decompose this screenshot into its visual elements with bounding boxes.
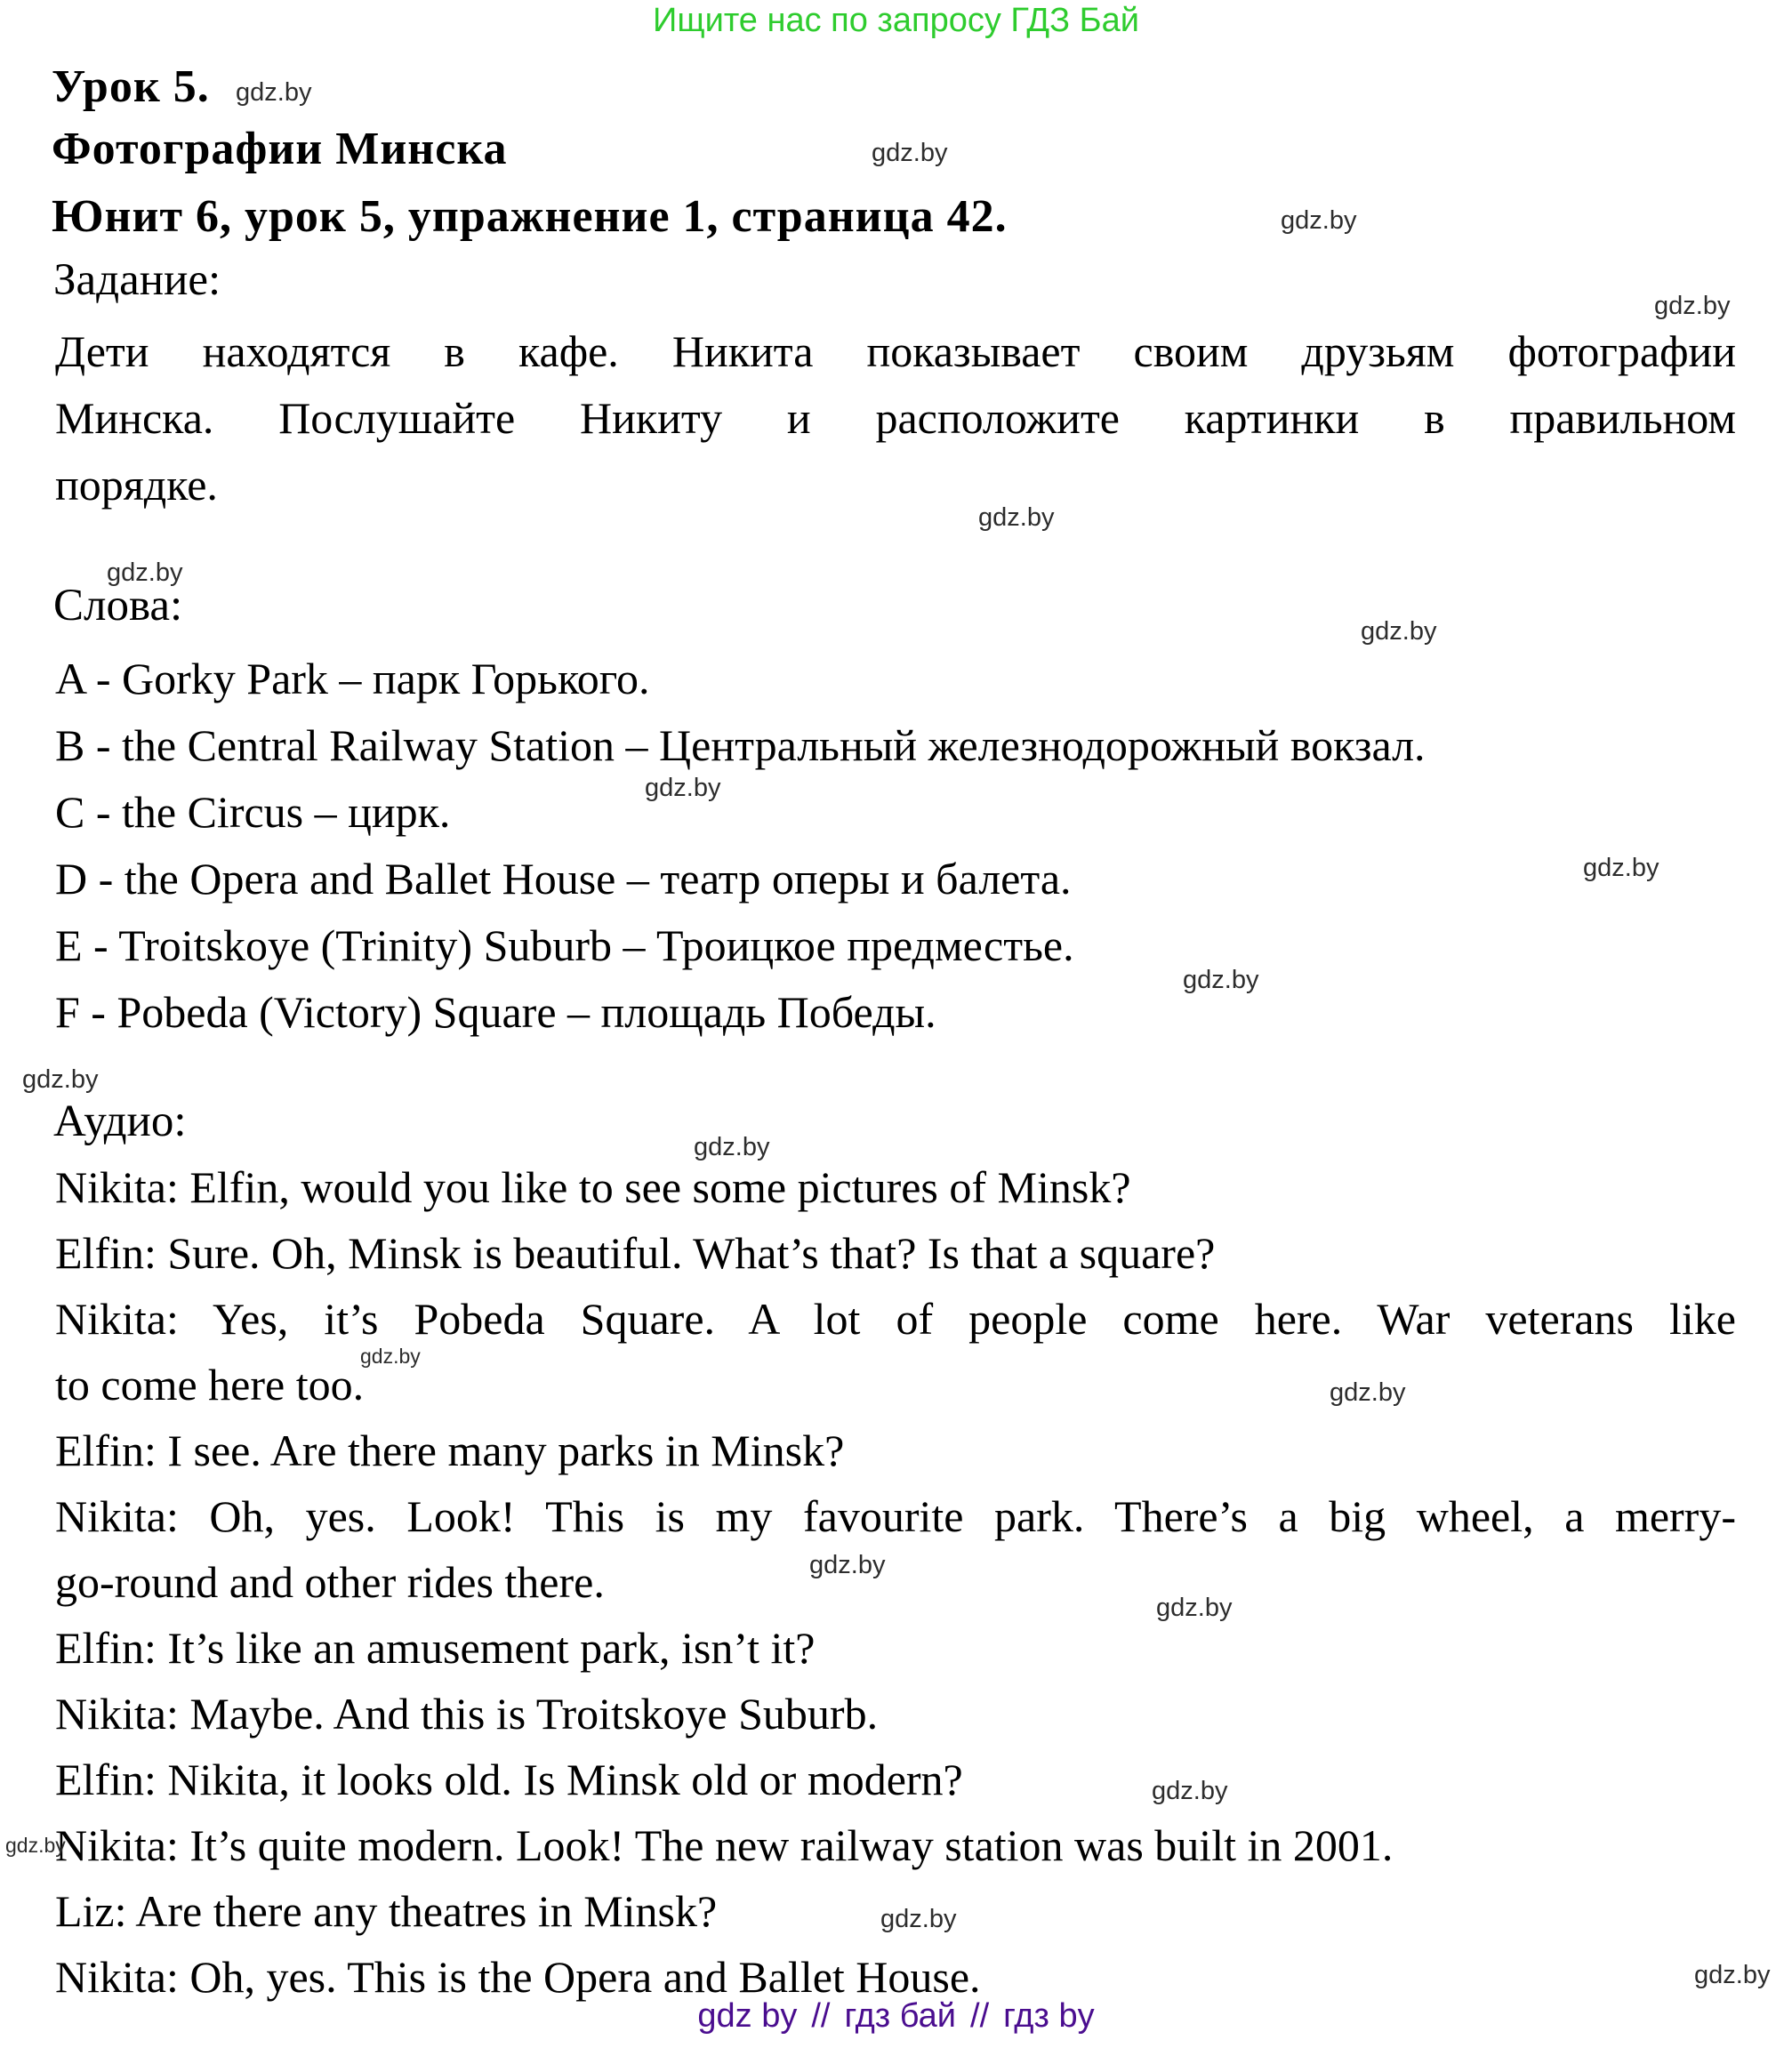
footer-link[interactable]: гдз бай (844, 1997, 957, 2035)
dialog-line: Elfin: Sure. Oh, Minsk is beautiful. What’s that? Is that a square? (55, 1228, 1216, 1278)
word-item: C - the Circus – цирк. (55, 787, 451, 837)
gdz-watermark: gdz.by (5, 1834, 66, 1857)
dialog-line: Nikita: Elfin, would you like to see some pictures of Minsk? (55, 1162, 1131, 1212)
gdz-watermark: gdz.by (1654, 292, 1731, 320)
gdz-watermark: gdz.by (1152, 1777, 1228, 1805)
footer-separator: // (970, 1997, 990, 2035)
gdz-watermark: gdz.by (1330, 1378, 1406, 1407)
word-item: A - Gorky Park – парк Горького. (55, 654, 650, 703)
gdz-watermark: gdz.by (978, 503, 1055, 532)
task-paragraph (55, 318, 1736, 518)
dialog-line: Elfin: It’s like an amusement park, isn’t it? (55, 1623, 816, 1673)
lesson-heading: Урок 5. (52, 61, 210, 112)
topic-heading: Фотографии Минска (52, 124, 508, 174)
gdz-watermark: gdz.by (360, 1345, 421, 1368)
words-label: Слова: (53, 581, 183, 630)
dialog-line: go-round and other rides there. (55, 1557, 605, 1607)
gdz-watermark: gdz.by (22, 1065, 99, 1094)
footer-link[interactable]: гдз by (1003, 1997, 1095, 2035)
footer (0, 1997, 1792, 2036)
footer-link[interactable]: gdz by (697, 1997, 798, 2035)
gdz-watermark: gdz.by (236, 78, 312, 107)
task-line: Минска. Послушайте Никиту и расположите картинки в правильном (55, 393, 1736, 443)
dialog-line: Nikita: It’s quite modern. Look! The new railway station was built in 2001. (55, 1820, 1394, 1870)
dialog-line: Nikita: Maybe. And this is Troitskoye Suburb. (55, 1689, 879, 1739)
audio-transcript (55, 1154, 1736, 2010)
dialog-line: Elfin: Nikita, it looks old. Is Minsk old or modern? (55, 1755, 963, 1804)
audio-label: Аудио: (53, 1096, 187, 1146)
gdz-watermark: gdz.by (694, 1133, 770, 1161)
gdz-watermark: gdz.by (1694, 1961, 1771, 1989)
word-item: F - Pobeda (Victory) Square – площадь Победы. (55, 987, 936, 1037)
task-line: Дети находятся в кафе. Никита показывает своим друзьям фотографии (55, 326, 1736, 376)
exercise-heading: Юнит 6, урок 5, упражнение 1, страница 42. (52, 191, 1008, 242)
word-item: B - the Central Railway Station – Центральный железнодорожный вокзал. (55, 720, 1426, 770)
gdz-watermark: gdz.by (645, 774, 721, 802)
dialog-line: Nikita: Oh, yes. This is the Opera and Ballet House. (55, 1952, 981, 2002)
dialog-line: Nikita: Oh, yes. Look! This is my favourite park. There’s a big wheel, a merry- (55, 1491, 1736, 1541)
gdz-watermark: gdz.by (1361, 617, 1437, 646)
promo-banner: Ищите нас по запросу ГДЗ Бай (653, 2, 1139, 39)
gdz-watermark: gdz.by (880, 1905, 957, 1933)
gdz-watermark: gdz.by (1281, 206, 1357, 235)
task-label: Задание: (53, 255, 221, 305)
gdz-watermark: gdz.by (872, 139, 948, 167)
gdz-watermark: gdz.by (1183, 966, 1259, 994)
gdz-watermark: gdz.by (1156, 1594, 1233, 1622)
words-list (55, 646, 1736, 1046)
task-line: порядке. (55, 460, 218, 510)
gdz-watermark: gdz.by (1583, 854, 1659, 882)
word-item: D - the Opera and Ballet House – театр оперы и балета. (55, 854, 1072, 904)
dialog-line: Liz: Are there any theatres in Minsk? (55, 1886, 718, 1936)
dialog-line: Elfin: I see. Are there many parks in Minsk? (55, 1426, 845, 1475)
dialog-line: Nikita: Yes, it’s Pobeda Square. A lot of people come here. War veterans like (55, 1294, 1736, 1344)
word-item: E - Troitskoye (Trinity) Suburb – Троицкое предместье. (55, 920, 1074, 970)
gdz-watermark: gdz.by (107, 558, 183, 587)
gdz-watermark: gdz.by (809, 1551, 886, 1579)
dialog-line: to come here too. (55, 1360, 365, 1410)
footer-separator: // (811, 1997, 831, 2035)
